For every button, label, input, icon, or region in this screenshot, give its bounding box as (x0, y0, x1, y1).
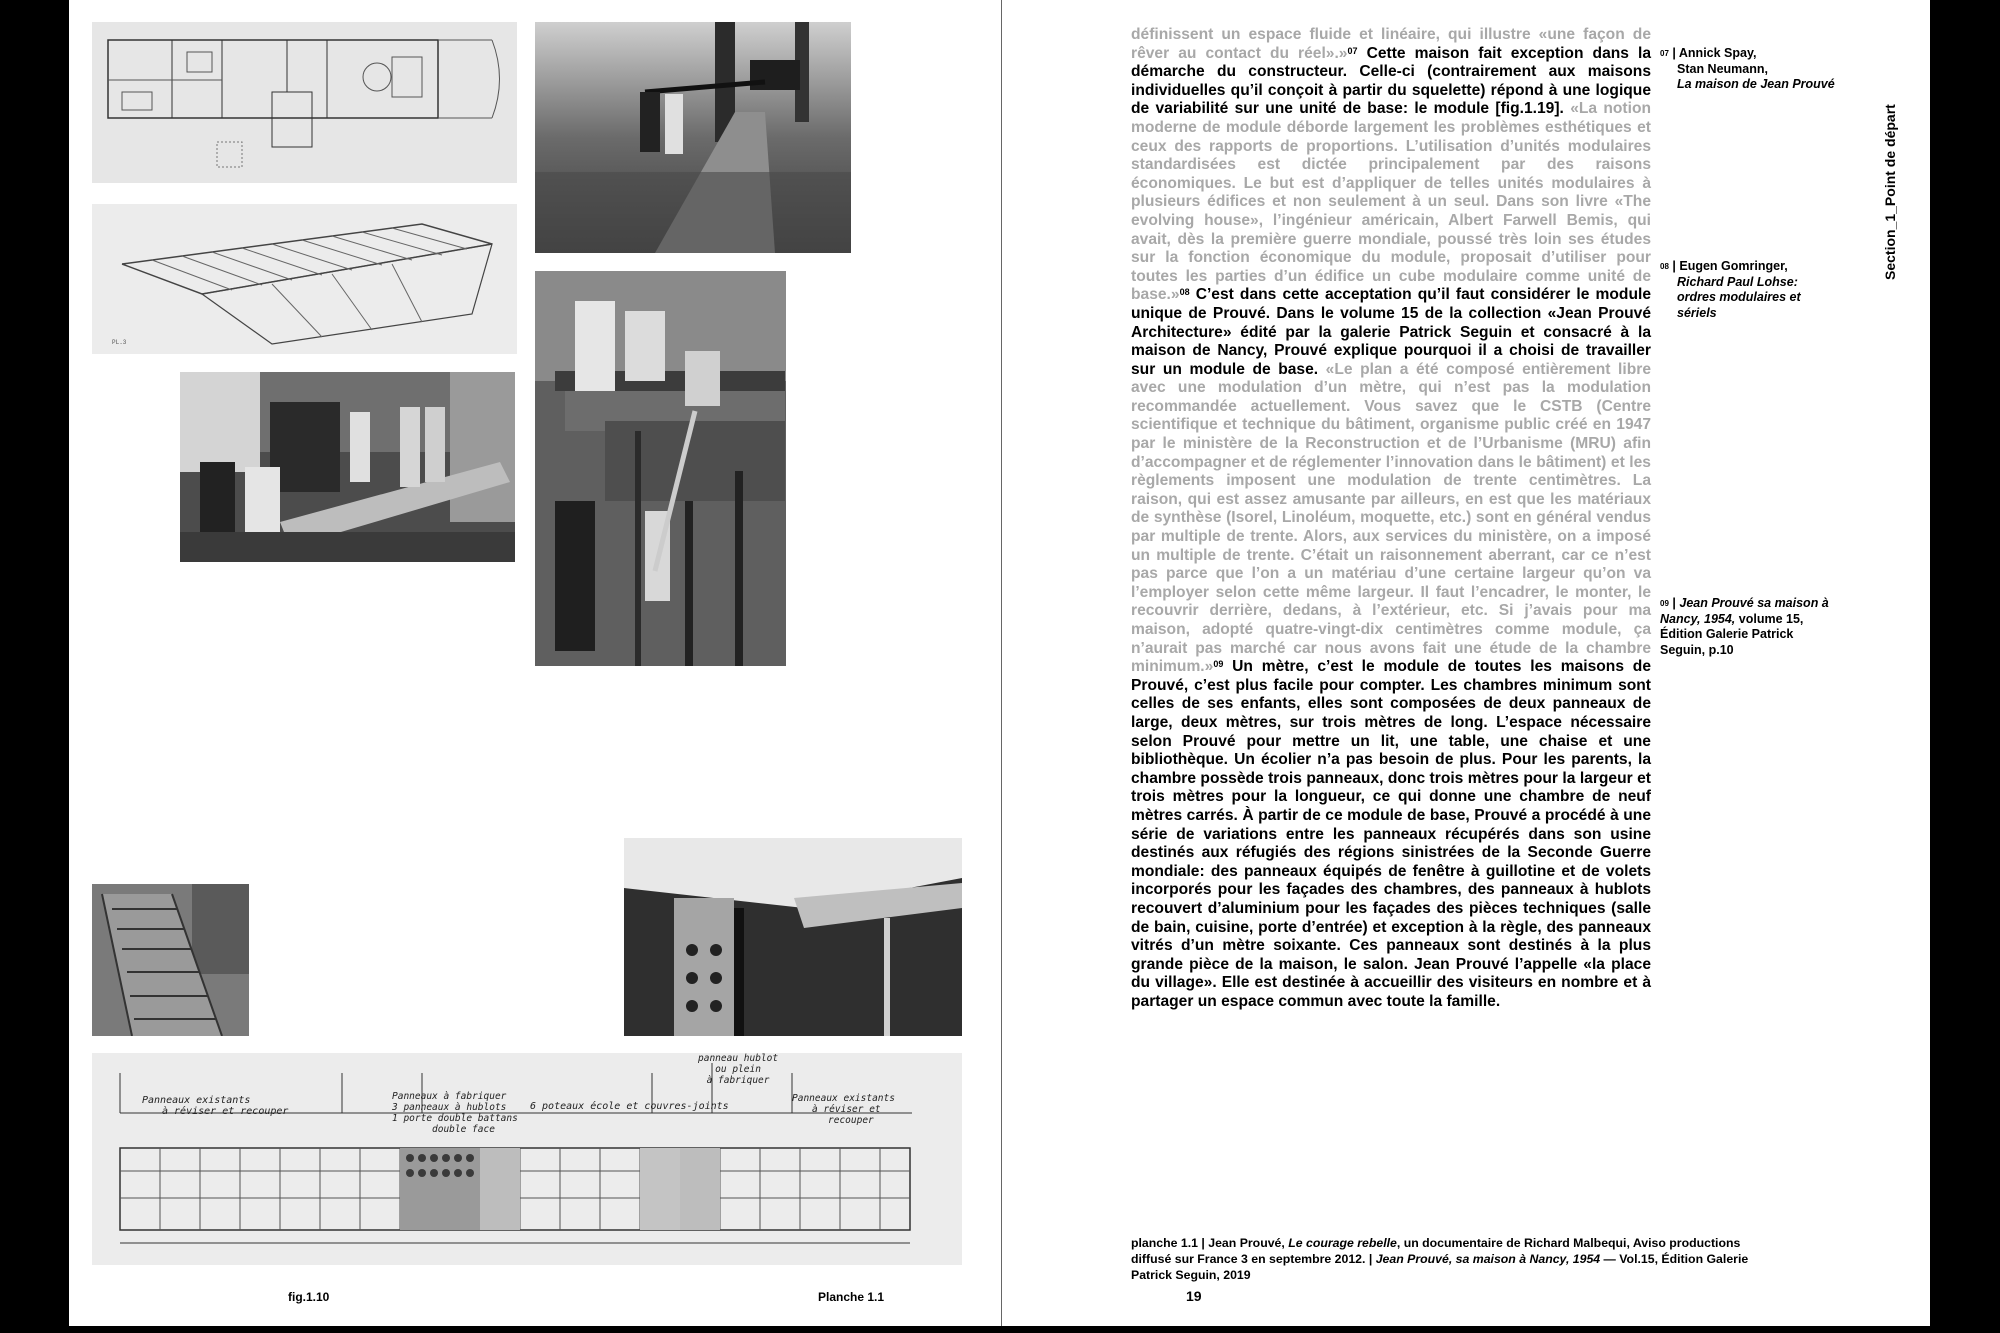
frame-axonometric-figure (92, 204, 517, 354)
sidenote-09: $^{09}$ | Jean Prouvé sa maison à Nancy, 1954, volume 15, Édition Galerie Patrick Seguin, p.10 (1660, 596, 1829, 657)
paragraph-2: C’est dans cette acceptation qu’il faut considérer le module unique de Prouvé. Dans le volume 15 de la collection «Jean Prouvé Architecture» édité par la galerie Patrick Seguin et consacré à la maison de Nancy, Prouvé explique pourquoi il a choisi de travailler sur un module de base. (1131, 286, 1651, 378)
body-text (1131, 26, 1651, 1011)
label-posts: 6 poteaux école et couvres-joints (530, 1101, 729, 1112)
facade-elevation-drawing (92, 1053, 962, 1265)
note-ref-09: 09 (1213, 659, 1224, 670)
photo-workers-scaffold (535, 271, 786, 666)
label-porthole-panel: panneau hublot ou plein à fabriquer (698, 1053, 779, 1086)
paragraph-1: Cette maison fait exception dans la démarche du constructeur. Celle-ci (contrairement aux maisons individuelles qu’il conçoit à partir du squelette) répond à une logique de variabilité sur une unité de base: le module [fig.1.19]. (1131, 44, 1651, 118)
plate-label: Planche 1.1 (818, 1290, 885, 1304)
quote-grey-1: définissent un espace fluide et linéaire, qui illustre «une façon de rêver au contact du réel».» (1131, 26, 1651, 62)
photo-carrying-beam (535, 22, 851, 253)
fig-label: fig.1.10 (288, 1290, 330, 1304)
right-page (1002, 0, 1930, 1326)
photo-workers-lifting-panel (180, 372, 515, 562)
note-ref-07: 07 (1347, 45, 1358, 56)
page-number: 19 (1186, 1288, 1202, 1304)
paragraph-3: Un mètre, c’est le module de toutes les maisons de Prouvé, c’est plus facile pour compter. Les chambres minimum sont celles de ses enfants, elles sont composées de deux panneaux de large, deux mètres, sur trois mètres de long. L’espace nécessaire selon Prouvé pour mettre un lit, une table, une chaise et une bibliothèque. Un écolier n’a pas besoin de plus. Pour les parents, la chambre possède trois panneaux, donc trois mètres pour la largeur et trois mètres pour la longueur, ce qui donne une chambre de neuf mètres carrés. À partir de ce module de base, Prouvé a procédé à une série de variations entre les panneaux récupérés dans son usine destinés aux réfugiés des régions sinistrées de la Seconde Guerre mondiale: des panneaux équipés de fenêtre à guillotine et de volets incorporés pour les façades des chambres, des panneaux à hublots recouvert d’aluminium pour les façades des pièces techniques (salle de bain, cuisine, porte d’entrée) et exception à la règle, des panneaux vitrés d’un mètre soixante. Ces panneaux sont destinés à la plus grande pièce de la maison, le salon. Jean Prouvé l’appelle «la place du village». Elle est destinée à accueillir des visiteurs en nombre et à partager un espace commun avec toute la famille. (1131, 658, 1651, 1010)
photo-porthole-panel (624, 838, 962, 1036)
photo-foundation (92, 884, 249, 1036)
plate-caption: planche 1.1 | Jean Prouvé, Le courage rebelle, un documentaire de Richard Malbequi, Aviso productions diffusé sur France 3 en septembre 2012. | Jean Prouvé, sa maison à Nancy, 1954 — Vol.15, Édition Galerie Patrick Seguin, 2019 (1131, 1236, 1749, 1282)
label-existing-left: Panneaux existants à réviser et recouper (142, 1095, 289, 1117)
quote-grey-2: «La notion moderne de module déborde largement les problèmes esthétiques et ceux des rapports de proportions. L’utilisation d’unités modulaires standardisées est dictée principalement par des raisons économiques. Le but est d’appliquer de telles unités modulaires à plusieurs édifices et non seulement à un seul. Dans son livre «The evolving house», l’ingénieur américain, Albert Farwell Bemis, qui avait, dès la première guerre mondiale, poussé très loin ses études sur la fonction économique du module, proposait d’utiliser pour toutes les parties d’un édifice un cube modulaire comme unité de base.» (1131, 100, 1651, 304)
note-ref-08: 08 (1179, 287, 1190, 298)
label-to-fabricate: Panneaux à fabriquer 3 panneaux à hublots 1 porte double battans double face (392, 1091, 518, 1135)
section-label: Section_1_Point de départ (1882, 104, 1898, 280)
svg-text:PL.3: PL.3 (112, 339, 127, 346)
sidenote-08: $^{08}$ | Eugen Gomringer, Richard Paul Lohse: ordres modulaires et sériels (1660, 259, 1801, 320)
left-page (69, 0, 1001, 1326)
sidenote-07: $^{07}$ | Annick Spay, Stan Neumann, La maison de Jean Prouvé (1660, 46, 1835, 91)
quote-grey-3: «Le plan a été composé entièrement libre avec une modulation d’un mètre, qui n’est pas la modulation recommandée actuellement. Vous savez que le CSTB (Centre scientifique et technique du bâtiment, organisme public créé en 1947 par le ministère de la Reconstruction et de l’Urbanisme (MRU) afin d’accompagner et de réglementer l’innovation dans le bâtiment) et les règlements imposent une modulation de trente centimètres. La raison, qui est assez amusante par ailleurs, en est que les matériaux de synthèse (Isorel, Linoléum, moquette, etc.) sont en général vendus par multiple de trente. Alors, aux services du ministère, on a imposé un multiple de trente. C’était un raisonnement aberrant, car ce n’est pas parce que l’on a un matériau d’une certaine largeur qu’on va l’employer selon cette même largeur. Il faut l’encadrer, le monter, le recouvrir derrière, dedans, à l’extérieur, etc. Si j’avais pour ma maison, adopté quatre-vingt-dix centimètres comme module, ça n’aurait pas marché car nous avons fait une étude de la chambre minimum.» (1131, 360, 1651, 676)
label-existing-right: Panneaux existants à réviser et recouper (792, 1093, 895, 1126)
floor-plan-figure (92, 22, 517, 183)
